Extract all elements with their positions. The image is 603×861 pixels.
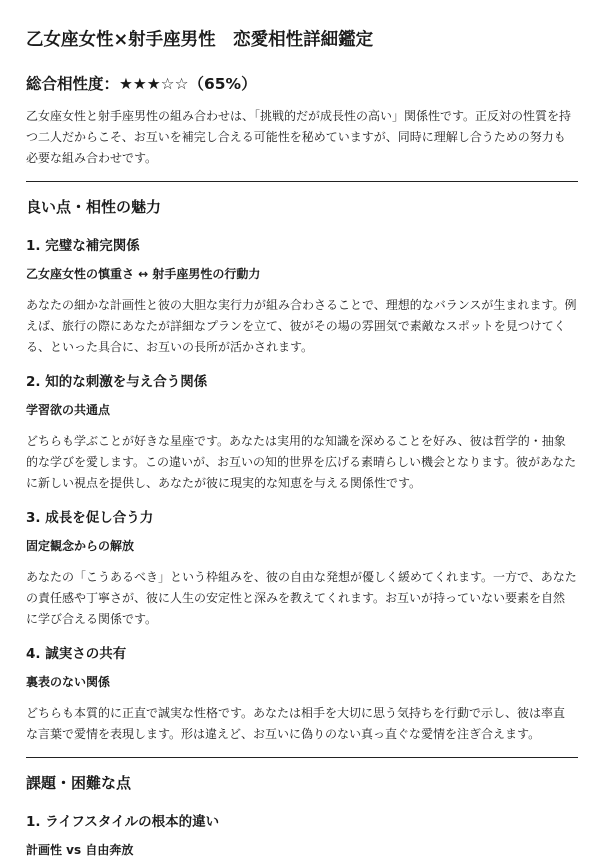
point-subtitle: 固定観念からの解放	[26, 539, 135, 553]
section-good-points	[26, 192, 577, 745]
point-body: どちらも本質的に正直で誠実な性格です。あなたは相手を大切に思う気持ちを行動で示し、彼は率直な言葉で愛情を表現します。形は違えど、お互いに偽りのない真っ直ぐな愛情を注ぎ合えます。	[26, 706, 566, 741]
point-title: 1. 完璧な補完関係	[26, 238, 140, 254]
section-divider	[26, 757, 578, 758]
point-subtitle: 学習欲の共通点	[26, 403, 111, 417]
point-item	[26, 234, 577, 358]
point-body: あなたの「こうあるべき」という枠組みを、彼の自由な発想が優しく緩めてくれます。一方で、あなたの責任感や丁寧さが、彼に人生の安定性と深みを教えてくれます。お互いが持っていない要素を自然に学び合える関係です。	[26, 570, 577, 626]
section-challenges	[26, 768, 577, 861]
point-item	[26, 642, 577, 745]
page-title: 乙女座女性×射手座男性 恋愛相性詳細鑑定	[26, 30, 374, 50]
point-subtitle: 乙女座女性の慎重さ ↔ 射手座男性の行動力	[26, 267, 261, 281]
intro-paragraph: 乙女座女性と射手座男性の組み合わせは、「挑戦的だが成長性の高い」関係性です。正反対の性質を持つ二人だからこそ、お互いを補完し合える可能性を秘めていますが、同時に理解し合うための努力も必要な組み合わせです。	[26, 109, 572, 165]
point-item	[26, 370, 577, 494]
point-subtitle: 裏表のない関係	[26, 675, 111, 689]
point-title: 3. 成長を促し合う力	[26, 510, 154, 526]
point-body: あなたの細かな計画性と彼の大胆な実行力が組み合わさることで、理想的なバランスが生まれます。例えば、旅行の際にあなたが詳細なプランを立て、彼がその場の雰囲気で素敵なスポットを見つけてくる、といった具合に、お互いの長所が活かされます。	[26, 298, 577, 354]
section-heading: 課題・困難な点	[26, 774, 132, 792]
point-item	[26, 810, 577, 861]
point-title: 1. ライフスタイルの根本的違い	[26, 814, 220, 830]
section-heading: 良い点・相性の魅力	[26, 198, 162, 216]
compatibility-rating: 総合相性度：★★★☆☆（65%）	[26, 75, 257, 93]
point-title: 4. 誠実さの共有	[26, 646, 127, 662]
section-divider	[26, 181, 578, 182]
point-item	[26, 506, 577, 630]
point-body: どちらも学ぶことが好きな星座です。あなたは実用的な知識を深めることを好み、彼は哲学的・抽象的な学びを愛します。この違いが、お互いの知的世界を広げる素晴らしい機会となります。彼があなたに新しい視点を提供し、あなたが彼に現実的な知恵を与える関係性です。	[26, 434, 577, 490]
point-subtitle: 計画性 vs 自由奔放	[26, 843, 134, 857]
point-title: 2. 知的な刺激を与え合う関係	[26, 374, 208, 390]
